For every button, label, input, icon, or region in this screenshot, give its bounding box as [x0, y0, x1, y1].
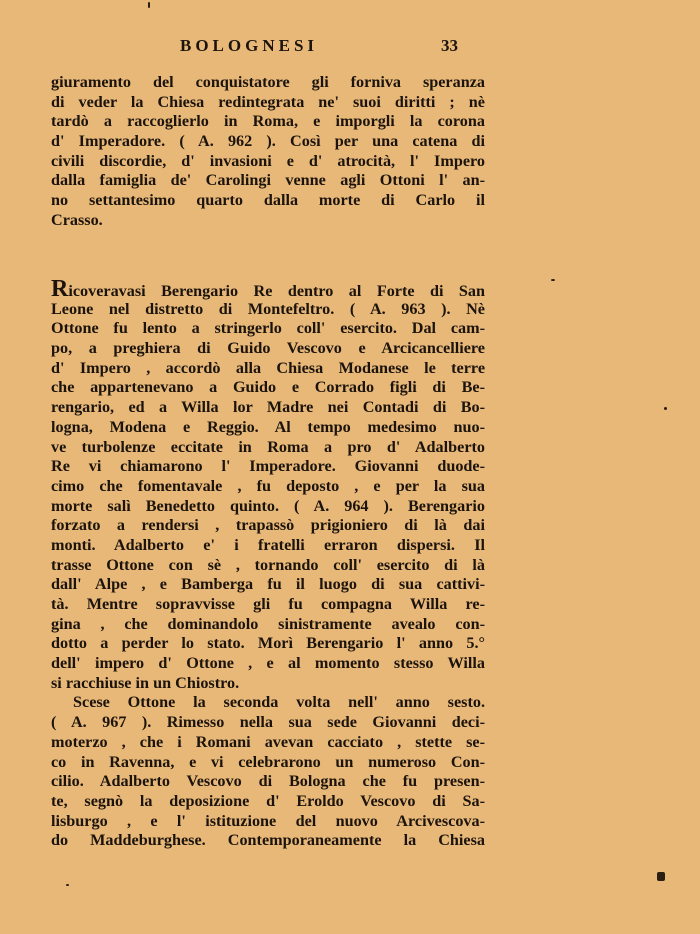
text-line: forzato a rendersi , trapassò prigioniero di là dai [51, 516, 485, 535]
text-line: dalla famiglia de' Carolingi venne agli Ottoni l' an- [51, 171, 485, 190]
text-line: cimo che fomentavale , fu deposto , e per la sua [51, 476, 485, 495]
text-line: logna, Modena e Reggio. Al tempo medesimo nuo- [51, 417, 485, 436]
text-line: cilio. Adalberto Vescovo di Bologna che fu presen- [51, 772, 485, 791]
paper-speck [551, 279, 555, 281]
text-line: ( A. 967 ). Rimesso nella sua sede Giovanni deci- [51, 713, 485, 732]
text-line: di veder la Chiesa redintegrata ne' suoi diritti ; nè [51, 92, 485, 111]
paper-speck [664, 407, 667, 410]
text-line: te, segnò la deposizione d' Eroldo Vescovo di Sa- [51, 791, 485, 810]
text-line: d' Impero , accordò alla Chiesa Modanese le terre [51, 358, 485, 377]
text-line: Scese Ottone la seconda volta nell' anno sesto. [73, 693, 485, 712]
text-line: moterzo , che i Romani avevan cacciato , stette se- [51, 732, 485, 751]
page-number: 33 [441, 36, 458, 55]
text-line: do Maddeburghese. Contemporaneamente la Chiesa [51, 831, 485, 850]
paper-speck [148, 2, 150, 8]
paragraph-continued [51, 73, 485, 231]
text-line: Re vi chiamarono l' Imperadore. Giovanni duode- [51, 457, 485, 476]
text-line: po, a preghiera di Guido Vescovo e Arcicancelliere [51, 339, 485, 358]
text-line: che appartenevano a Guido e Corrado figli di Be- [51, 378, 485, 397]
text-line: co in Ravenna, e vi celebrarono un numeroso Con- [51, 752, 485, 771]
text-line: tardò a raccoglierlo in Roma, e imporgli la corona [51, 112, 485, 131]
text-line: gina , che dominandolo sinistramente avealo con- [51, 614, 485, 633]
text-line-first [51, 276, 485, 302]
text-line: tà. Mentre sopravvisse gli fu compagna Willa re- [51, 595, 485, 613]
text-line: no settantesimo quarto dalla morte di Carlo il [51, 191, 485, 210]
text-line: dotto a perder lo stato. Morì Berengario l' anno 5.° [51, 634, 485, 653]
paper-speck [657, 872, 665, 881]
text-line: Crasso. [51, 210, 103, 229]
page-header [0, 36, 700, 58]
text-line: Ottone fu lento a stringerlo coll' esercito. Dal cam- [51, 319, 485, 338]
running-head: BOLOGNESI [180, 36, 319, 55]
paper-speck [66, 884, 69, 886]
text-line: rengario, ed a Willa lor Madre nei Contadi di Bo- [51, 398, 485, 417]
first-line-text: icoveravasi Berengario Re dentro al Forte di San [68, 282, 485, 300]
section-text [51, 276, 485, 851]
text-line: ve turbolenze eccitate in Roma a pro d' Adalberto [51, 437, 485, 456]
text-line: dall' Alpe , e Bamberga fu il luogo di sua cattivi- [51, 575, 485, 594]
text-line: morte salì Benedetto quinto. ( A. 964 ). Berengario [51, 496, 485, 515]
drop-cap: R [51, 276, 69, 302]
text-line: dell' impero d' Ottone , e al momento stesso Willa [51, 654, 485, 673]
text-line: monti. Adalberto e' i fratelli erraron dispersi. Il [51, 535, 485, 554]
text-line: si racchiuse in un Chiostro. [51, 673, 240, 692]
text-line: civili discordie, d' invasioni e d' atrocità, l' Impero [51, 151, 485, 170]
text-line: trasse Ottone con sè , tornando coll' esercito di là [51, 555, 485, 574]
text-line: lisburgo , e l' istituzione del nuovo Arcivescova- [51, 811, 485, 830]
text-line: Leone nel distretto di Montefeltro. ( A. 963 ). Nè [51, 299, 485, 318]
text-line: d' Imperadore. ( A. 962 ). Così per una catena di [51, 132, 485, 151]
text-line: giuramento del conquistatore gli forniva speranza [51, 73, 485, 91]
